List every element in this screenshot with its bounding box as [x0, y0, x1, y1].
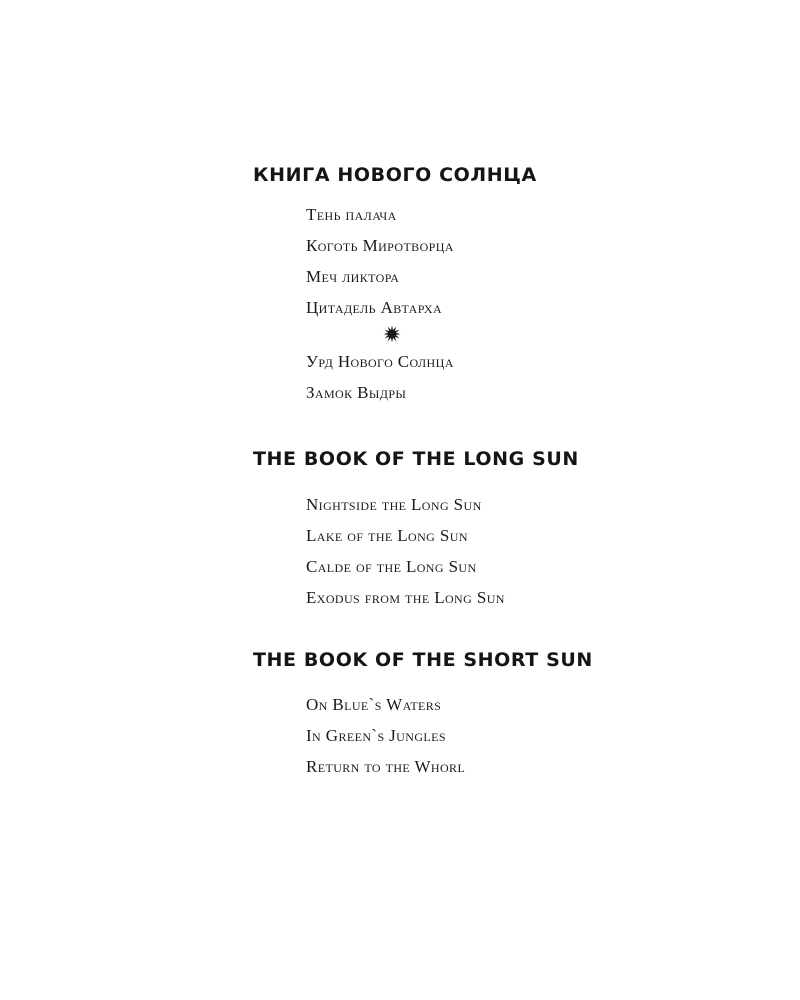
series-heading-new-sun: КНИГА НОВОГО СОЛНЦА [253, 164, 537, 186]
book-title: Коготь Миротворца [306, 236, 454, 255]
book-title: Меч ликтора [306, 267, 400, 286]
book-title: Nightside the Long Sun [306, 495, 482, 514]
book-title: Exodus from the Long Sun [306, 588, 505, 607]
book-title: Lake of the Long Sun [306, 526, 468, 545]
book-title: Замок Выдры [306, 383, 407, 402]
book-title: Calde of the Long Sun [306, 557, 477, 576]
book-title: Тень палача [306, 205, 397, 224]
series-heading-short-sun: THE BOOK OF THE SHORT SUN [253, 649, 593, 671]
book-title: In Green`s Jungles [306, 726, 446, 745]
book-title: Урд Нового Солнца [306, 352, 454, 371]
series-heading-long-sun: THE BOOK OF THE LONG SUN [253, 448, 579, 470]
book-title: Цитадель Автарха [306, 298, 443, 317]
book-title: Return to the Whorl [306, 757, 466, 776]
book-title: On Blue`s Waters [306, 695, 442, 714]
sunburst-icon [383, 325, 401, 343]
